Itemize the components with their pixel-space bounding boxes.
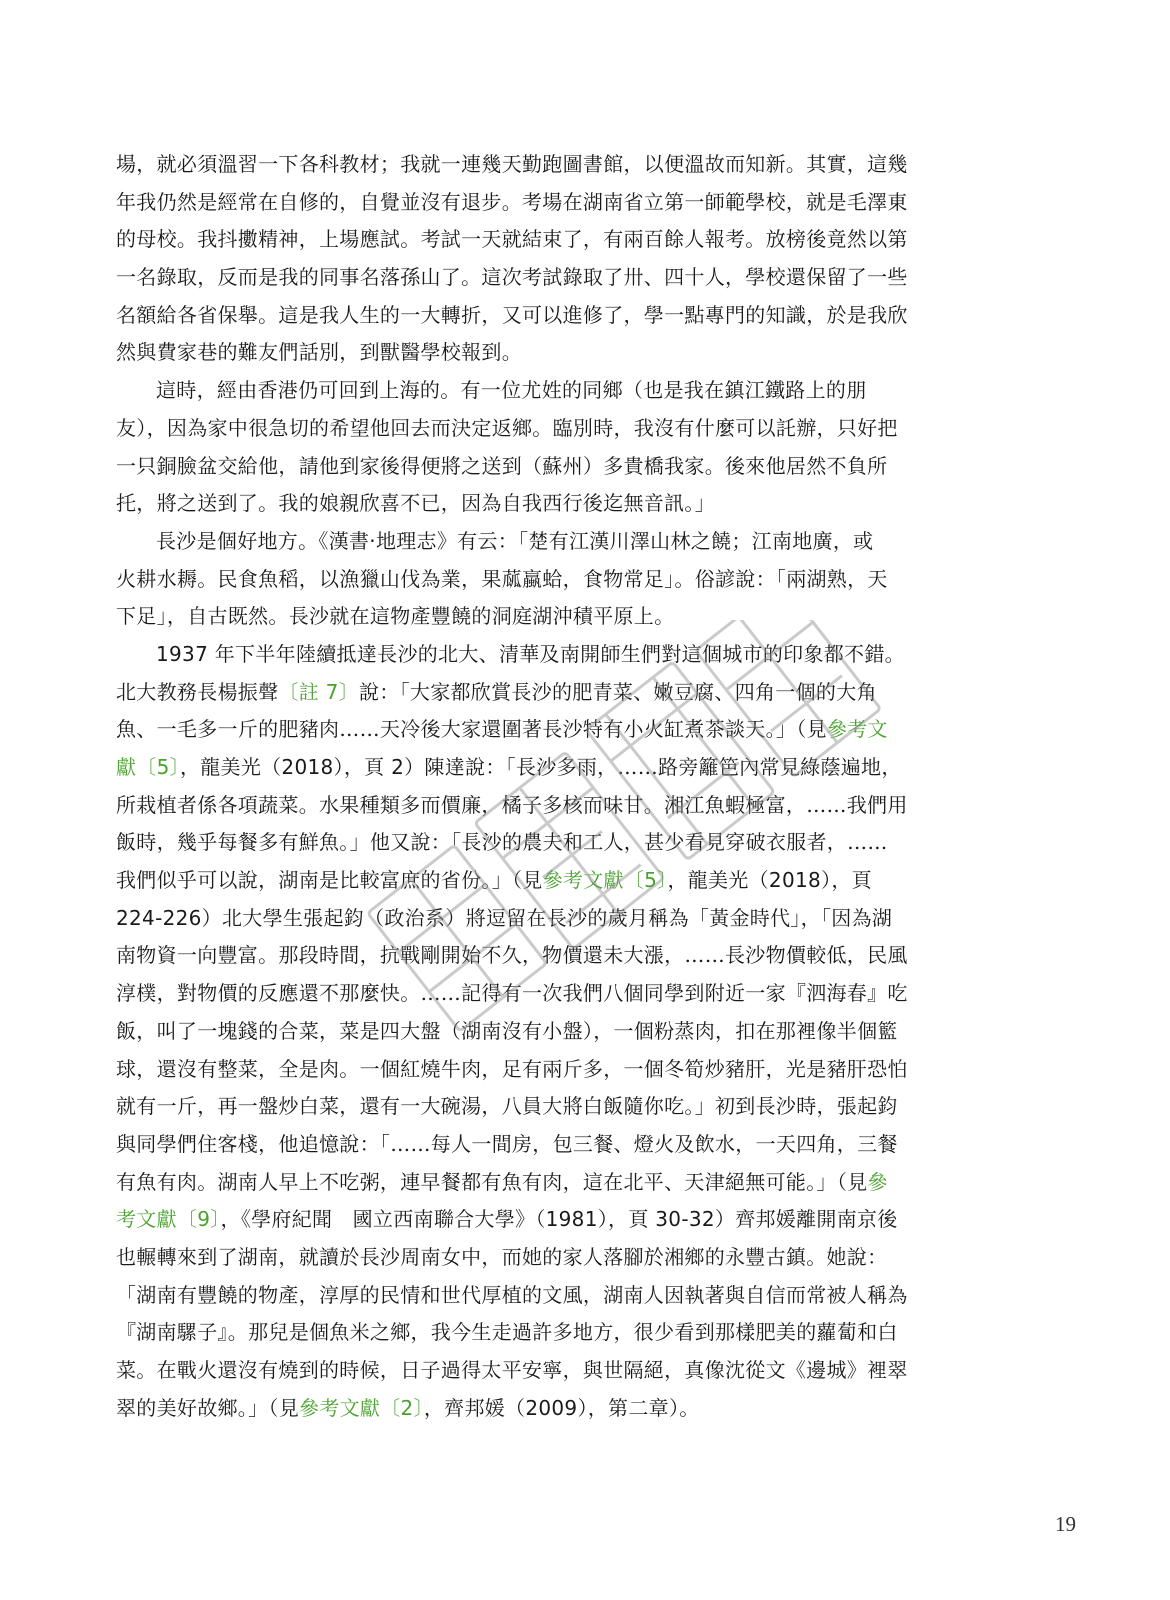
text-segment: 就有一斤，再一盤炒白菜，還有一大碗湯，八員大將白飯隨你吃。」 [116,1094,715,1119]
text-line [116,372,1056,410]
reference-link[interactable]: 獻〔5〕 [116,755,180,779]
text-segment: 224-226）北大學生張起鈞（政治系）將逗留在長沙的歲月稱為「黃金時代」， [116,905,821,930]
text-line [116,674,1056,712]
text-line [116,824,1056,862]
text-segment: 然與費家巷的難友們話別，到獸醫學校報到。 [116,340,522,365]
text-line [116,184,1056,222]
text-segment: （見 [796,717,827,742]
text-segment: 友），因為家中很急切的希望他回去而決定返鄉。臨別時，我沒有什麼可以託辦，只好把 [116,415,898,440]
text-line [116,1051,1056,1089]
text-line [116,900,1056,938]
text-segment: 長沙是個好地方。《漢書·地理志》有云： [156,528,519,553]
reference-link[interactable]: 參考文 [826,717,888,742]
text-segment: 托，將之送到了。我的娘親欣喜不已，因為自我西行後迄無音訊。」 [116,491,715,516]
text-line [116,561,1056,599]
text-line [116,410,1056,448]
text-line [116,636,1056,674]
text-segment: 飯，叫了一塊錢的合菜，菜是四大盤（湖南沒有小盤），一個粉蒸肉，扣在那裡像半個籃 [116,1018,898,1043]
text-segment: ，齊邦媛（2009），第二章）。 [423,1395,700,1420]
text-segment: 下足」 [116,604,167,629]
text-segment: 「楚有江漢川澤山林之饒；江南地廣，或 [518,528,874,553]
text-line [116,711,1056,749]
text-line [116,1352,1056,1390]
text-segment: ，龍美光（2018），頁 2）陳達說： [179,755,506,779]
text-segment: 「……每人一間房，包三餐、燈火及飲水，一天四角，三餐 [379,1131,898,1156]
text-line [116,1314,1056,1352]
text-line [116,749,1056,787]
text-line [116,221,1056,259]
text-segment: 這時，經由香港仍可回到上海的。有一位尤姓的同鄉（也是我在鎮江鐵路上的朋 [156,378,867,403]
text-segment: 一名錄取，反而是我的同事名落孫山了。這次考試錄取了卅、四十人，學校還保留了一些 [116,265,908,290]
text-segment: 「兩湖熟，天 [775,566,888,591]
text-segment: （見 [512,868,543,893]
text-segment: 『湖南騾子』。那兒是個魚米之鄉，我今生走過許多地方，很少看到那樣肥美的蘿蔔和白 [116,1320,898,1345]
text-line [116,598,1056,636]
text-segment: 「長沙多雨，……路旁籬笆內常見綠蔭遍地， [505,755,902,779]
text-line [116,937,1056,975]
text-line [116,1390,1056,1428]
text-segment: 他又說： [369,830,452,855]
text-segment: 球，還沒有整菜，全是肉。一個紅燒牛肉，足有兩斤多，一個冬筍炒豬肝，光是豬肝恐怕 [116,1056,908,1081]
text-segment: 初到長沙時，張起鈞 [715,1094,898,1119]
text-line [116,1277,1056,1315]
text-line [116,1164,1056,1202]
text-segment: 名額給各省保舉。這是我人生的一大轉折，又可以進修了，學一點專門的知識，於是我欣 [116,302,908,327]
text-segment: （見 [836,1169,868,1194]
text-segment: ，自古既然。長沙就在這物產豐饒的洞庭湖沖積平原上。 [166,604,675,629]
text-line [116,1013,1056,1051]
text-segment: 我們似乎可以說，湖南是比較富庶的省份。」 [116,868,512,893]
reference-link[interactable]: 參考文獻〔2〕 [299,1395,424,1420]
text-line [116,485,1056,523]
text-line [116,146,1056,184]
text-segment: 「大家都欣賞長沙的肥青菜、嫩豆腐、四角一個的大角 [399,679,877,704]
text-segment: 「長沙的農夫和工人，甚少看見穿破衣服者，…… [451,830,888,855]
text-segment: 所栽植者係各項蔬菜。水果種類多而價廉，橘子多核而味甘。湘江魚蝦極富，……我們用 [116,792,908,817]
text-segment: 淳樸，對物價的反應還不那麼快。……記得有一次我們八個同學到附近一家『泗海春』吃 [116,981,908,1006]
text-segment: 火耕水耨。民食魚稻，以漁獵山伐為業，果蓏蠃蛤，食物常足」 [116,566,675,591]
text-line [116,297,1056,335]
text-line [116,334,1056,372]
text-segment: 飯時，幾乎每餐多有鮮魚。」 [116,830,370,855]
text-line [116,862,1056,900]
text-segment: 菜。在戰火還沒有燒到的時候，日子過得太平安寧，與世隔絕，真像沈從文《邊城》裡翠 [116,1358,908,1382]
reference-link[interactable]: 考文獻〔9〕 [116,1207,221,1232]
text-segment: 。俗諺說： [674,566,776,591]
text-line [116,1201,1056,1239]
text-line [116,1126,1056,1164]
text-line [116,259,1056,297]
text-line [116,523,1056,561]
text-segment: ，龍美光（2018），頁 [667,868,872,893]
body-text [116,146,1056,1427]
text-segment: 一只銅臉盆交給他，請他到家後得便將之送到（蘇州）多貴橋我家。後來他居然不負所 [116,453,888,478]
text-segment: 說： [359,679,400,704]
text-line [116,975,1056,1013]
reference-link[interactable]: 〔註 7〕 [278,679,359,704]
text-segment: 年我仍然是經常在自修的，自覺並沒有退步。考場在湖南省立第一師範學校，就是毛澤東 [116,189,908,214]
text-line [116,787,1056,825]
text-segment: 與同學們住客棧，他追憶說： [116,1131,380,1156]
text-segment: ，《學府紀聞 國立西南聯合大學》（1981），頁 30-32）齊邦媛離開南京後 [220,1207,898,1232]
text-segment: 也輾轉來到了湖南，就讀於長沙周南女中，而她的家人落腳於湘鄉的永豐古鎮。她說： [116,1244,888,1269]
text-line [116,1239,1056,1277]
text-line [116,448,1056,486]
text-segment: 「湖南有豐饒的物產，淳厚的民情和世代厚植的文風，湖南人因執著與自信而常被人稱為 [116,1282,908,1307]
text-segment: 有魚有肉。湖南人早上不吃粥，連早餐都有魚有肉，這在北平、天津絕無可能。」 [116,1169,837,1194]
text-segment: 魚、一毛多一斤的肥豬肉……天冷後大家還圍著長沙特有小火缸煮茶談天。」 [116,717,797,742]
text-segment: 北大教務長楊振聲 [116,679,279,704]
text-segment: 場，就必須溫習一下各科教材；我就一連幾天勤跑圖書館，以便溫故而知新。其實，這幾 [116,152,908,176]
reference-link[interactable]: 參考文獻〔5〕 [542,868,668,893]
text-line [116,1088,1056,1126]
text-segment: 1937 年下半年陸續抵達長沙的北大、清華及南開師生們對這個城市的印象都不錯。 [156,641,905,666]
page-number: 19 [1055,1512,1076,1536]
reference-link[interactable]: 參 [867,1169,888,1194]
text-segment: 「因為湖 [820,905,893,930]
text-segment: （見 [268,1395,300,1420]
text-segment: 的母校。我抖擻精神，上場應試。考試一天就結束了，有兩百餘人報考。放榜後竟然以第 [116,227,908,252]
text-segment: 翠的美好故鄉。」 [116,1395,269,1420]
text-segment: 南物資一向豐富。那段時間，抗戰剛開始不久，物價還未大漲，……長沙物價較低，民風 [116,943,908,968]
